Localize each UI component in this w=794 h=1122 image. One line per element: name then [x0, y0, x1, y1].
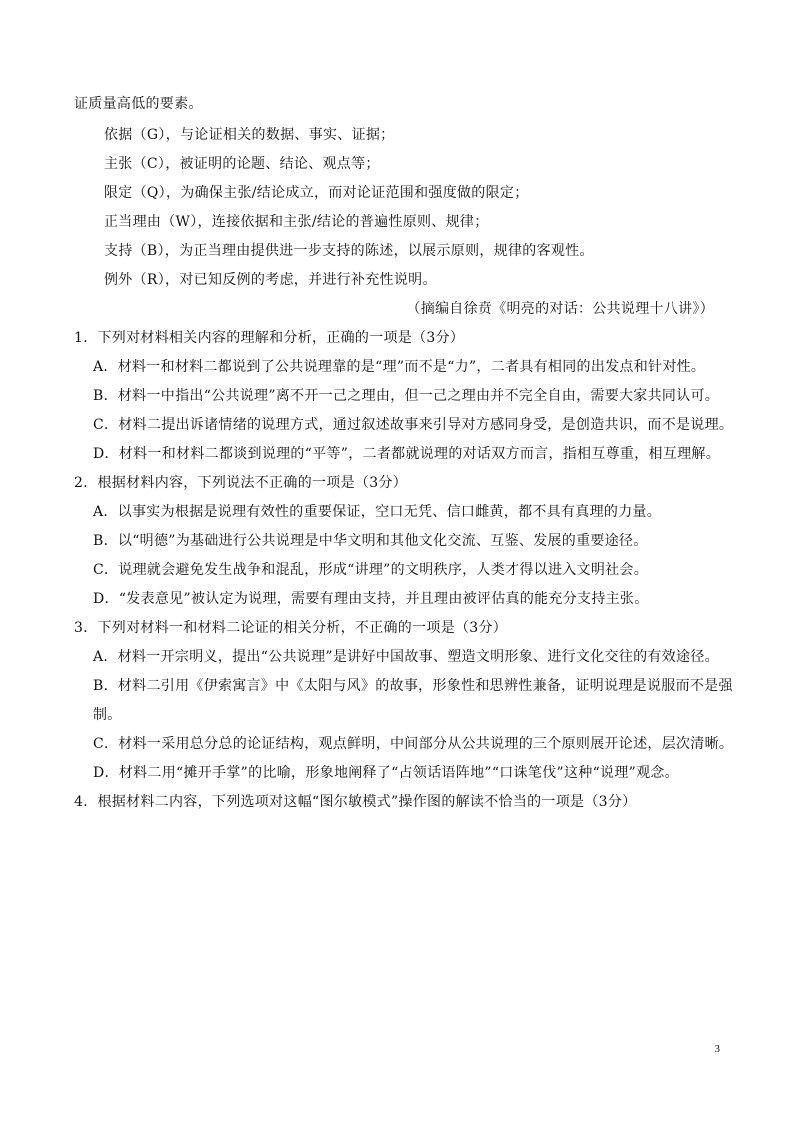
- question-4-stem: 4．根据材料二内容，下列选项对这幅“图尔敏模式”操作图的解读不恰当的一项是（3分）: [74, 794, 637, 810]
- source-citation: （摘编自徐贲《明亮的对话：公共说理十八讲》）: [406, 301, 714, 317]
- definition-grounds: 依据（G），与论证相关的数据、事实、证据；: [104, 127, 395, 143]
- question-2-option-d: D．“发表意见”被认定为说理，需要有理由支持，并且理由被评估真的能充分支持主张。: [93, 591, 649, 607]
- question-3-option-d: D．材料二用“摊开手掌”的比喻，形象地阐释了“占领话语阵地”“口诛笔伐”这种“说理”观念。: [93, 765, 679, 781]
- question-3-option-a: A．材料一开宗明义，提出“公共说理”是讲好中国故事、塑造文明形象、进行文化交往的有效途径。: [93, 649, 719, 665]
- question-3-stem: 3．下列对材料一和材料二论证的相关分析，不正确的一项是（3分）: [74, 620, 508, 636]
- question-2-option-b: B．以“明德”为基础进行公共说理是中华文明和其他文化交流、互鉴、发展的重要途径。: [93, 533, 648, 549]
- question-1-option-c: C．材料二提出诉诸情绪的说理方式，通过叙述故事来引导对方感同身受，是创造共识，而不是说理。: [93, 417, 734, 433]
- definition-backing: 支持（B），为正当理由提供进一步支持的陈述，以展示原则，规律的客观性。: [104, 243, 594, 259]
- question-1-option-b: B．材料一中指出“公共说理”离不开一己之理由，但一己之理由并不完全自由，需要大家共同认可。: [93, 388, 720, 404]
- question-2-option-c: C．说理就会避免发生战争和混乱，形成“讲理”的文明秩序，人类才得以进入文明社会。: [93, 562, 649, 578]
- definition-claim: 主张（C），被证明的论题、结论、观点等；: [104, 156, 380, 172]
- question-2-option-a: A．以事实为根据是说理有效性的重要保证，空口无凭、信口雌黄，都不具有真理的力量。: [93, 504, 662, 520]
- question-3-option-b-continued: 制。: [93, 707, 122, 723]
- question-3-option-c: C．材料一采用总分总的论证结构，观点鲜明，中间部分从公共说理的三个原则展开论述，层次清晰。: [93, 736, 734, 752]
- page-number: 3: [714, 1043, 720, 1055]
- question-1-option-d: D．材料一和材料二都谈到说理的“平等”，二者都就说理的对话双方而言，指相互尊重，相互理解。: [93, 446, 721, 462]
- definition-rebuttal: 例外（R），对已知反例的考虑，并进行补充性说明。: [104, 272, 437, 288]
- question-1-stem: 1．下列对材料相关内容的理解和分析，正确的一项是（3分）: [74, 330, 465, 346]
- definition-warrant: 正当理由（W），连接依据和主张/结论的普遍性原则、规律；: [104, 214, 489, 230]
- question-2-stem: 2．根据材料内容，下列说法不正确的一项是（3分）: [74, 475, 408, 491]
- definition-qualifier: 限定（Q），为确保主张/结论成立，而对论证范围和强度做的限定；: [104, 185, 529, 201]
- question-1-option-a: A．材料一和材料二都说到了公共说理靠的是“理”而不是“力”，二者具有相同的出发点和针对性。: [93, 359, 706, 375]
- question-3-option-b: B．材料二引用《伊索寓言》中《太阳与风》的故事，形象性和思辨性兼备，证明说理是说服而不是强: [93, 678, 733, 694]
- intro-line: 证质量高低的要素。: [74, 96, 203, 112]
